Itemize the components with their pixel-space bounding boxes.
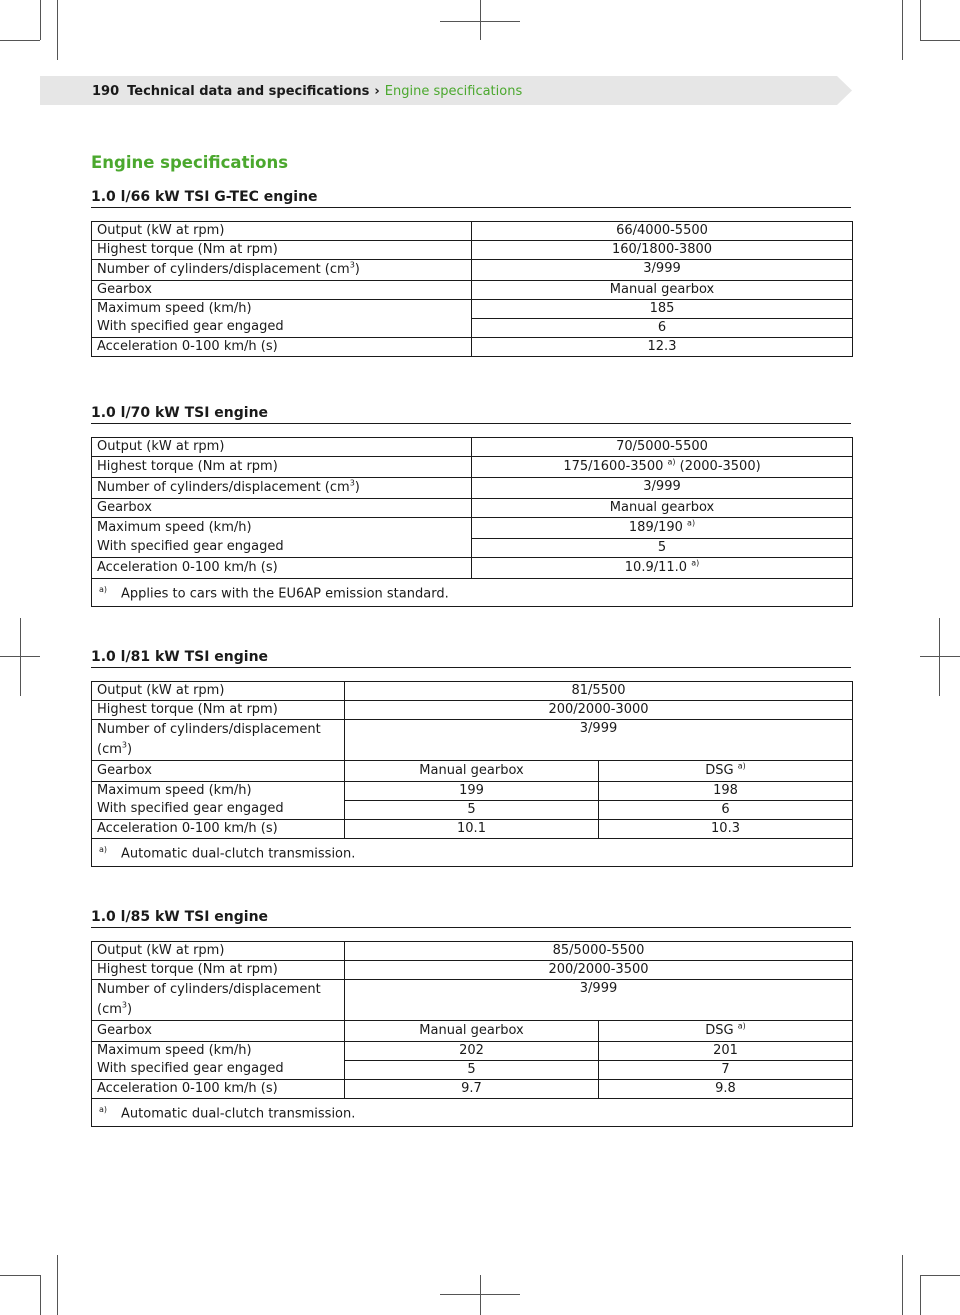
row-value: 5 (345, 1061, 599, 1080)
engine-title-70kw: 1.0 l/70 kW TSI engine (91, 405, 851, 424)
breadcrumb-separator: › (374, 83, 380, 99)
row-value: Manual gearbox (345, 1021, 599, 1042)
table-row (92, 961, 853, 980)
row-value: 189/190 $^{a)}$ (472, 518, 853, 539)
row-value: 70/5000-5500 (472, 438, 853, 457)
table-row (92, 558, 853, 579)
footnote-row (92, 839, 853, 867)
row-value: 85/5000-5500 (345, 942, 853, 961)
page-title: Engine specifications (91, 153, 289, 172)
row-value: 5 (345, 801, 599, 820)
row-value: 200/2000-3500 (345, 961, 853, 980)
row-value: DSG $^{a)}$ (599, 1021, 853, 1042)
row-value: 3/999 (345, 720, 853, 761)
table-row (92, 782, 853, 801)
row-label: Highest torque (Nm at rpm) (92, 961, 345, 980)
table-row (92, 1021, 853, 1042)
row-label: Maximum speed (km/h) With specified gear engaged (92, 1042, 345, 1080)
row-label: Maximum speed (km/h) With specified gear engaged (92, 518, 472, 558)
row-label: Highest torque (Nm at rpm) (92, 457, 472, 478)
row-label: Gearbox (92, 281, 472, 300)
row-label: Highest torque (Nm at rpm) (92, 701, 345, 720)
row-value: 10.3 (599, 820, 853, 839)
spec-table-81kw (91, 681, 853, 867)
row-value: 201 (599, 1042, 853, 1061)
table-row (92, 300, 853, 319)
row-value: Manual gearbox (472, 281, 853, 300)
spec-table-85kw (91, 941, 853, 1127)
row-value: 202 (345, 1042, 599, 1061)
row-value: 6 (599, 801, 853, 820)
table-row (92, 457, 853, 478)
table-row (92, 260, 853, 281)
table-row (92, 499, 853, 518)
row-value: 185 (472, 300, 853, 319)
row-label: Acceleration 0-100 km/h (s) (92, 820, 345, 839)
table-row (92, 761, 853, 782)
row-value: 9.8 (599, 1080, 853, 1099)
row-value: 7 (599, 1061, 853, 1080)
table-row (92, 241, 853, 260)
breadcrumb-section[interactable]: Engine specifications (384, 83, 523, 99)
footnote: $^{a)}$ Automatic dual-clutch transmission. (92, 839, 853, 867)
row-label: Number of cylinders/displacement $(cm^3)$ (92, 980, 345, 1021)
table-row (92, 942, 853, 961)
footnote: $^{a)}$ Applies to cars with the EU6AP emission standard. (92, 579, 853, 607)
row-value: 198 (599, 782, 853, 801)
row-value: 199 (345, 782, 599, 801)
breadcrumb (92, 80, 522, 102)
table-row (92, 820, 853, 839)
row-value: 200/2000-3000 (345, 701, 853, 720)
table-row (92, 701, 853, 720)
row-label: Acceleration 0-100 km/h (s) (92, 1080, 345, 1099)
footnote: $^{a)}$ Automatic dual-clutch transmission. (92, 1099, 853, 1127)
table-row (92, 281, 853, 300)
footnote-row (92, 1099, 853, 1127)
row-label: Gearbox (92, 499, 472, 518)
table-row (92, 720, 853, 761)
row-value: 3/999 (472, 260, 853, 281)
row-value: Manual gearbox (472, 499, 853, 518)
table-row (92, 1042, 853, 1061)
table-row (92, 1080, 853, 1099)
row-label: Highest torque (Nm at rpm) (92, 241, 472, 260)
row-label: Output (kW at rpm) (92, 438, 472, 457)
table-row (92, 682, 853, 701)
row-label: Output (kW at rpm) (92, 222, 472, 241)
table-row (92, 980, 853, 1021)
row-label: Gearbox (92, 1021, 345, 1042)
row-value: 5 (472, 539, 853, 558)
row-label: Acceleration 0-100 km/h (s) (92, 558, 472, 579)
row-value: 81/5500 (345, 682, 853, 701)
row-label: Number of cylinders/displacement $(cm^3)$ (92, 260, 472, 281)
footnote-row (92, 579, 853, 607)
row-value: 10.1 (345, 820, 599, 839)
row-value: 66/4000-5500 (472, 222, 853, 241)
table-row (92, 478, 853, 499)
row-value: 9.7 (345, 1080, 599, 1099)
breadcrumb-chapter[interactable]: Technical data and specifications (127, 83, 370, 99)
table-row (92, 518, 853, 539)
row-value: DSG $^{a)}$ (599, 761, 853, 782)
table-row (92, 438, 853, 457)
row-value: 175/1600-3500 $^{a)}$ (2000-3500) (472, 457, 853, 478)
engine-title-85kw: 1.0 l/85 kW TSI engine (91, 909, 851, 928)
row-value: 3/999 (472, 478, 853, 499)
row-label: Maximum speed (km/h) With specified gear engaged (92, 782, 345, 820)
spec-table-70kw (91, 437, 853, 607)
page-number: 190 (92, 83, 120, 99)
table-row (92, 338, 853, 357)
row-label: Acceleration 0-100 km/h (s) (92, 338, 472, 357)
row-label: Output (kW at rpm) (92, 682, 345, 701)
spec-table-66kw (91, 221, 853, 357)
row-label: Gearbox (92, 761, 345, 782)
engine-title-66kw: 1.0 l/66 kW TSI G-TEC engine (91, 189, 851, 208)
row-label: Maximum speed (km/h) With specified gear engaged (92, 300, 472, 338)
engine-title-81kw: 1.0 l/81 kW TSI engine (91, 649, 851, 668)
row-label: Output (kW at rpm) (92, 942, 345, 961)
row-value: Manual gearbox (345, 761, 599, 782)
row-value: 3/999 (345, 980, 853, 1021)
row-label: Number of cylinders/displacement $(cm^3)$ (92, 478, 472, 499)
table-row (92, 222, 853, 241)
row-label: Number of cylinders/displacement $(cm^3)$ (92, 720, 345, 761)
row-value: 160/1800-3800 (472, 241, 853, 260)
row-value: 10.9/11.0 $^{a)}$ (472, 558, 853, 579)
row-value: 12.3 (472, 338, 853, 357)
row-value: 6 (472, 319, 853, 338)
